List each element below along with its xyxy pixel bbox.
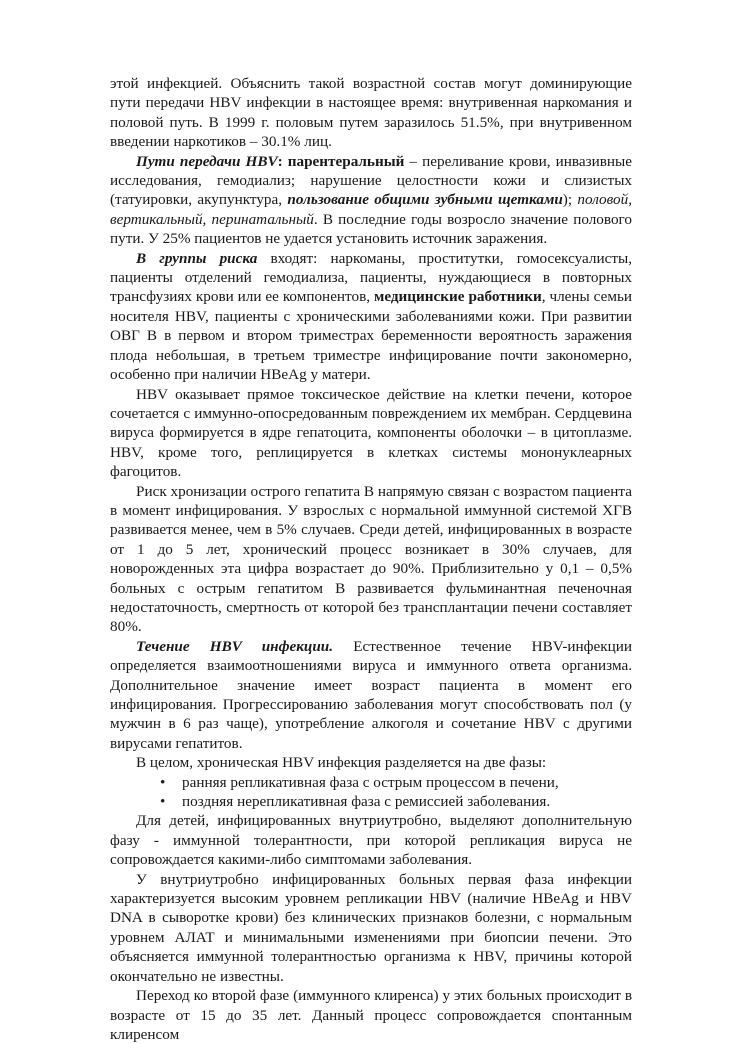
paragraph: [110, 482, 632, 637]
paragraph: [110, 74, 632, 152]
text-body-bottom: [110, 811, 632, 1044]
paragraph: [110, 986, 632, 1044]
paragraph: [110, 811, 632, 869]
text-run: этой инфекцией. Объяснить такой возрастной состав могут доминирующие пути передачи HBV инфекции в настоящее время: внутривенная наркомания и половой путь. В 1999 г. половым путем заразилось 51.5%, при внутривенном введении наркотиков – 30.1% лиц.: [110, 75, 632, 151]
emphasis-text: медицинские работники: [373, 288, 542, 306]
text-run: );: [562, 191, 578, 209]
emphasis-text: половой, вертикальный, перинатальный: [110, 191, 632, 228]
text-run: В целом, хроническая HBV инфекция разделяется на две фазы:: [136, 754, 547, 772]
paragraph: [110, 249, 632, 385]
text-run: Для детей, инфицированных внутриутробно, выделяют дополнительную фазу - иммунной толерантности, при которой репликация вируса не сопровождается какими-либо симптомами заболевания.: [110, 812, 632, 869]
text-run: Переход ко второй фазе (иммунного клиренса) у этих больных происходит в возрасте от 15 до 35 лет. Данный процесс сопровождается спонтанным клиренсом: [110, 987, 632, 1043]
list-item-text: поздняя нерепликативная фаза с ремиссией заболевания.: [182, 793, 551, 811]
text-run: , члены семьи носителя HBV, пациенты с хроническими заболеваниями кожи. При развитии ОВГ В в первом и втором триместрах беременности вероятность заражения плода небольшая, в третьем триместре инфицирование почти закономерно, особенно при наличии HBeAg у матери.: [110, 288, 633, 384]
bullet-icon: •: [160, 773, 166, 791]
emphasis-text: Пути передачи HBV: [136, 152, 278, 170]
text-run: HBV оказывает прямое токсическое действие на клетки печени, которое сочетается с иммунно-опосредованным повреждением их мембран. Сердцевина вируса формируется в ядре гепатоцита, компоненты оболочки – в цитоплазме. HBV, кроме того, реплицируется в клетках системы мононуклеарных фагоцитов.: [110, 385, 632, 481]
paragraph: [110, 152, 632, 249]
text-run: Риск хронизации острого гепатита В напрямую связан с возрастом пациента в момент инфицирования. У взрослых с нормальной иммунной системой ХГВ развивается менее, чем в 5% случаев. Среди детей, инфицированных в возрасте от 1 до 5 лет, хронический процесс возникает в 30% случаев, для новорожденных эта цифра возрастает до 90%. Приблизительно у 0,1 – 0,5% больных с острым гепатитом В развивается фульминантная печеночная недостаточность, смертность от которой без трансплантации печени составляет 80%.: [110, 482, 632, 636]
text-run: – переливание крови, инвазивные исследования, гемодиализ; нарушение целостности кожи и слизистых (татуировки, акупунктура,: [110, 152, 632, 209]
emphasis-text: : парентеральный: [277, 152, 405, 170]
list-item-text: ранняя репликативная фаза с острым процессом в печени,: [182, 773, 559, 791]
text-run: входят: наркоманы, проститутки, гомосексуалисты, пациенты отделений гемодиализа, пациенты, нуждающиеся в повторных трансфузиях крови или ее компонентов,: [110, 249, 633, 306]
paragraph: [110, 385, 632, 482]
paragraph: [110, 637, 632, 753]
text-run: Естественное течение HBV-инфекции определяется взаимоотношениями вируса и иммунного ответа организма. Дополнительное значение имеет возраст пациента в момент его инфицирования. Прогрессированию заболевания могут способствовать пол (у мужчин в 6 раз чаще), употребление алкоголя и сочетание HBV с другими вирусами гепатитов.: [110, 637, 633, 752]
emphasis-text: Течение HBV инфекции.: [136, 637, 334, 655]
list-item: [110, 773, 632, 792]
text-body-top: [110, 74, 632, 773]
bullet-icon: •: [160, 793, 166, 811]
text-run: У внутриутробно инфицированных больных первая фаза инфекции характеризуется высоким уровнем репликации HBV (наличие HBeAg и HBV DNA в сыворотке крови) без клинических признаков болезни, с нормальным уровнем АЛАТ и минимальными изменениями при биопсии печени. Это объясняется иммунной толерантностью организма к HBV, причины которой окончательно не известны.: [110, 870, 632, 985]
emphasis-text: В группы риска: [136, 249, 258, 267]
list-item: [110, 792, 632, 811]
paragraph: [110, 753, 632, 772]
phase-list: [110, 773, 632, 812]
emphasis-text: пользование общими зубными щетками: [287, 191, 563, 209]
text-run: . В последние годы возросло значение полового пути. У 25% пациентов не удается установить источник заражения.: [110, 210, 633, 248]
paragraph: [110, 870, 632, 986]
